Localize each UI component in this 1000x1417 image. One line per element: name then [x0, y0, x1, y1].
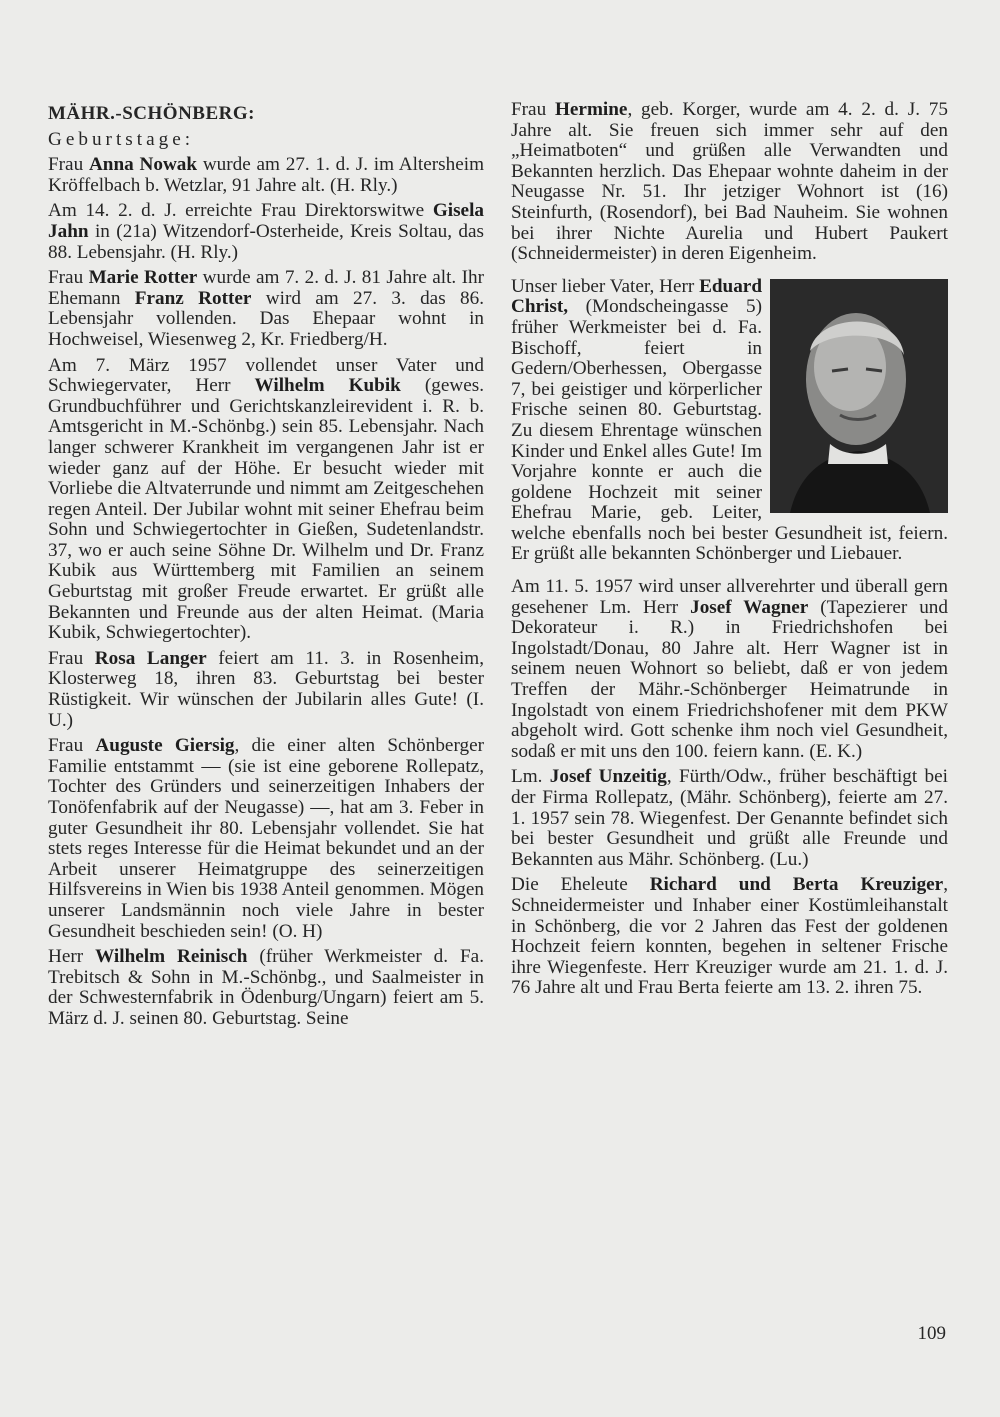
- text: wurde am 7. 2. d. J. 81 Jahre alt. Ihr Ehemann: [48, 267, 484, 309]
- person-name: Wilhelm Kubik: [254, 375, 401, 397]
- entry-nowak: [48, 155, 484, 196]
- text: , Fürth/Odw., früher beschäftigt bei der Firma Rollepatz, (Mähr. Schönberg), feierte am 27. 1. 1957 sein 78. Wiegenfest. Der Genannte befindet sich bei bester Gesundheit und grüßt alle Freunde und Bekannten aus Mähr. Schönberg. (Lu.): [511, 766, 948, 870]
- right-column: [511, 100, 948, 1004]
- entry-jahn: [48, 201, 484, 263]
- entry-reinisch: [48, 947, 484, 1029]
- text: Frau: [511, 99, 555, 120]
- entry-unzeitig: [511, 767, 948, 870]
- text: , die einer alten Schönberger Familie entstammt — (sie ist eine geborene Rollepatz, Tochter des Gründers und seinerzeitigen Inhabers der Tonöfenfabrik auf der Neugasse) —, hat am 3. Feber in guter Gesundheit ihr 80. Lebensjahr vollendet. Sie hat stets reges Interesse für die Heimat bekundet und an der Arbeit unserer Heimatgruppe des seinerzeitigen Hilfsvereins in Wien bis 1938 Anteil genommen. Mögen unserer Landsmännin noch viele Jahre in bester Gesundheit beschieden sein! (O. H): [48, 735, 484, 942]
- section-subheading: Geburtstage:: [48, 128, 195, 150]
- portrait-eye-left: [832, 369, 848, 371]
- text: Lm.: [511, 766, 550, 788]
- page-number: 109: [917, 1323, 946, 1344]
- text: (gewes. Grundbuchführer und Gerichtskanzleirevident i. R. b. Amtsgericht in M.-Schönbg.) sein 85. Lebensjahr. Nach langer schwerer Krankheit im vergangenen Jahr ist er wieder ganz auf der Höhe. Er besucht wieder mit Vorliebe die Altvaterrunde und nimmt am Zeitgeschehen regen Anteil. Der Jubilar wohnt mit seiner Ehefrau beim Sohn und Schwiegertochter in Gießen, Sudetenlandstr. 37, wo er auch seine Söhne Dr. Wilhelm und Dr. Franz Kubik aus Württemberg mit Familien an seinem Geburtstag mit großer Freude erwartet. Er grüßt alle Bekannten und Freunde aus der alten Heimat. (Maria Kubik, Schwiegertochter).: [48, 375, 484, 644]
- person-name: Anna Nowak: [88, 154, 198, 176]
- person-name: Gisela Jahn: [48, 200, 484, 242]
- text: Am 11. 5. 1957 wird unser allverehrter und überall gern gesehener Lm. Herr: [511, 576, 948, 618]
- entry-langer: [48, 649, 484, 731]
- portrait-photo: [770, 279, 948, 513]
- person-name: Auguste Giersig: [95, 735, 235, 757]
- person-name: Josef Wagner: [690, 596, 809, 618]
- entry-rotter: [48, 268, 484, 350]
- person-name: Marie Rotter: [88, 267, 198, 289]
- entry-christ: [511, 277, 948, 565]
- text: (Mondscheingasse 5) früher Werkmeister bei d. Fa. Bischoff, feiert in Gedern/Oberhessen, Obergasse 7, bei geistiger und körperlicher Frische seinen 80. Geburtstag. Zu diesem Ehrentage wünschen Kinder und Enkel alles Gute! Im Vorjahre konnte er auch die goldene Hochzeit mit seiner Ehefrau Marie, geb. Leiter, welche ebenfalls noch bei bester Gesundheit ist, feiern. Er grüßt alle bekannten Schönberger und Liebauer.: [511, 296, 948, 565]
- text: Am 7. März 1957 vollendet unser Vater und Schwiegervater, Herr: [48, 354, 484, 397]
- text: , Schneidermeister und Inhaber einer Kostümleihanstalt in Schönberg, die vor 2 Jahren das Fest der goldenen Hochzeit feiern konnten, begehen in seltener Frische ihre Wiegenfeste. Herr Kreuziger wurde am 21. 1. d. J. 76 Jahre alt und Frau Berta feierte am 13. 2. ihren 75.: [511, 874, 948, 999]
- entry-kreuziger: [511, 875, 948, 999]
- text: Frau: [48, 154, 89, 176]
- person-name: Franz Rotter: [134, 287, 252, 309]
- person-name: Wilhelm Reinisch: [95, 946, 248, 968]
- portrait-eye-right: [866, 369, 882, 371]
- person-name: Richard und Berta Kreuziger: [649, 874, 944, 896]
- portrait-image: [770, 279, 948, 513]
- entry-giersig: [48, 736, 484, 942]
- person-name: Hermine: [554, 99, 628, 120]
- text: Herr: [48, 946, 96, 968]
- text: feiert am 11. 3. in Rosenheim, Klosterweg 18, ihren 83. Geburtstag bei bester Rüstigkeit. Wir wünschen der Jubilarin alles Gute! (I. U.): [48, 647, 484, 731]
- text: Am 14. 2. d. J. erreichte Frau Direktorswitwe: [48, 200, 433, 222]
- text: Die Eheleute: [511, 874, 650, 896]
- text: Frau: [48, 647, 95, 669]
- text: wurde am 27. 1. d. J. im Altersheim Kröffelbach b. Wetzlar, 91 Jahre alt. (H. Rly.): [48, 154, 484, 196]
- left-column: [48, 104, 484, 1035]
- text: in (21a) Witzendorf-Osterheide, Kreis Soltau, das 88. Lebensjahr. (H. Rly.): [48, 220, 484, 263]
- person-name: Josef Unzeitig: [549, 766, 667, 788]
- entry-wagner: [511, 577, 948, 762]
- text: , geb. Korger, wurde am 4. 2. d. J. 75 Jahre alt. Sie freuen sich immer sehr auf den „Heimatboten“ und grüßen alle Verwandten und Bekannten herzlich. Das Ehepaar wohnte daheim in der Neugasse Nr. 51. Ihr jetziger Wohnort ist (16) Steinfurth, (Rosendorf), bei Bad Nauheim. Sie wohnen bei ihrer Nichte Aurelia und Hubert Paukert (Schneidermeister) in deren Eigenheim.: [511, 99, 948, 265]
- section-heading: MÄHR.-SCHÖNBERG:: [48, 103, 255, 124]
- text: (Tapezierer und Dekorateur i. R.) in Friedrichshofen bei Ingolstadt/Donau, 80 Jahre alt. Herr Wagner ist in seinem neuen Wohnort so beliebt, daß er von jedem Treffen der Mähr.-Schönberger Heimatrunde in Ingolstadt von einem Friedrichshofener mit dem PKW abgeholt wird. Gott schenke ihm noch viel Gesundheit, sodaß er mit uns den 100. feiern kann. (E. K.): [511, 596, 948, 762]
- person-name: Rosa Langer: [94, 647, 207, 669]
- text: Unser lieber Vater, Herr: [511, 275, 700, 297]
- text: Frau: [48, 267, 89, 289]
- entry-hermine: [511, 100, 948, 265]
- text: Frau: [48, 735, 96, 757]
- person-name: Eduard Christ,: [511, 275, 762, 318]
- entry-kubik: [48, 356, 484, 644]
- text: wird am 27. 3. das 86. Lebensjahr vollenden. Das Ehepaar wohnt in Hochweisel, Wiesenweg 2, Kr. Friedberg/H.: [48, 287, 484, 350]
- text: (früher Werkmeister d. Fa. Trebitsch & Sohn in M.-Schönbg., und Saalmeister in der Schwesternfabrik in Ödenburg/Ungarn) feiert am 5. März d. J. seinen 80. Geburtstag. Seine: [48, 946, 484, 1029]
